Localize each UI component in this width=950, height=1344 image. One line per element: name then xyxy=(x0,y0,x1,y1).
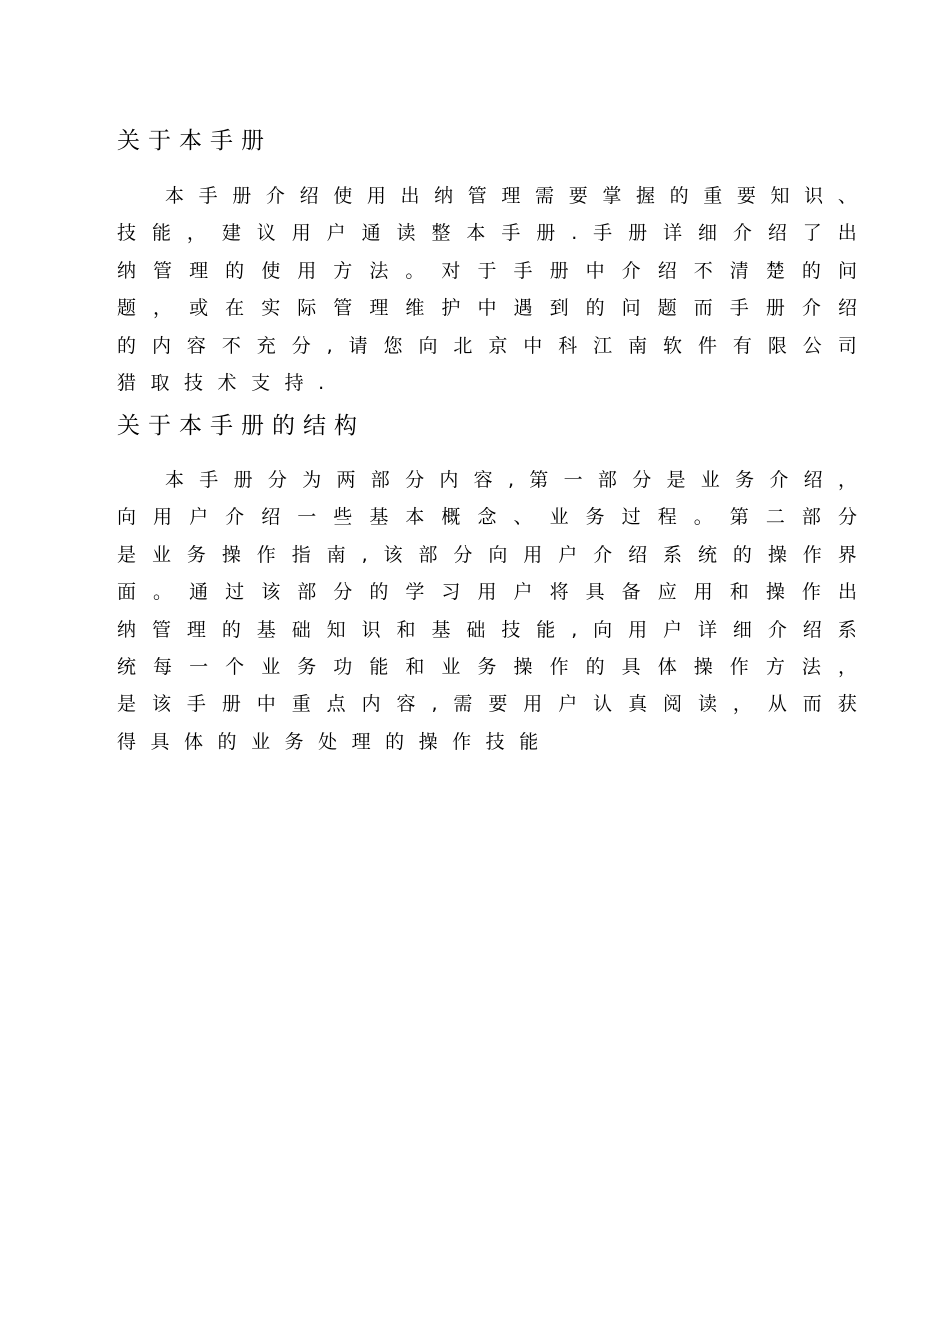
text-line: 纳 管 理 的 基 础 知 识 和 基 础 技 能 , 向 用 户 详 细 介 绍 系 xyxy=(117,618,857,641)
text-line: 猎 取 技 术 支 持 . xyxy=(117,371,325,394)
text-line: 得 具 体 的 业 务 处 理 的 操 作 技 能 xyxy=(117,730,539,753)
section-heading-manual-structure: 关于本手册的结构 xyxy=(117,413,365,439)
section-heading-about-manual: 关于本手册 xyxy=(117,128,272,154)
text-line: 的 内 容 不 充 分 , 请 您 向 北 京 中 科 江 南 软 件 有 限 公 司 xyxy=(117,334,857,357)
text-line: 是 业 务 操 作 指 南 , 该 部 分 向 用 户 介 绍 系 统 的 操 作 界 xyxy=(117,543,857,566)
text-line: 是 该 手 册 中 重 点 内 容 , 需 要 用 户 认 真 阅 读 ， 从 而 获 xyxy=(117,693,857,716)
text-line: 面 。 通 过 该 部 分 的 学 习 用 户 将 具 备 应 用 和 操 作 出 xyxy=(117,581,857,604)
text-line: 技 能 ， 建 议 用 户 通 读 整 本 手 册 . 手 册 详 细 介 绍 了 出 xyxy=(117,222,857,245)
text-line: 统 每 一 个 业 务 功 能 和 业 务 操 作 的 具 体 操 作 方 法 ， xyxy=(117,655,857,678)
text-line: 本 手 册 介 绍 使 用 出 纳 管 理 需 要 掌 握 的 重 要 知 识 、 xyxy=(165,185,857,207)
text-line: 纳 管 理 的 使 用 方 法 。 对 于 手 册 中 介 绍 不 清 楚 的 问 xyxy=(117,259,857,282)
text-line: 本 手 册 分 为 两 部 分 内 容 , 第 一 部 分 是 业 务 介 绍 ， xyxy=(165,469,857,491)
paragraph-about-manual xyxy=(117,178,857,402)
text-line: 题 ， 或 在 实 际 管 理 维 护 中 遇 到 的 问 题 而 手 册 介 绍 xyxy=(117,297,857,320)
paragraph-manual-structure xyxy=(117,462,857,761)
text-line: 向 用 户 介 绍 一 些 基 本 概 念 、 业 务 过 程 。 第 二 部 分 xyxy=(117,506,857,529)
